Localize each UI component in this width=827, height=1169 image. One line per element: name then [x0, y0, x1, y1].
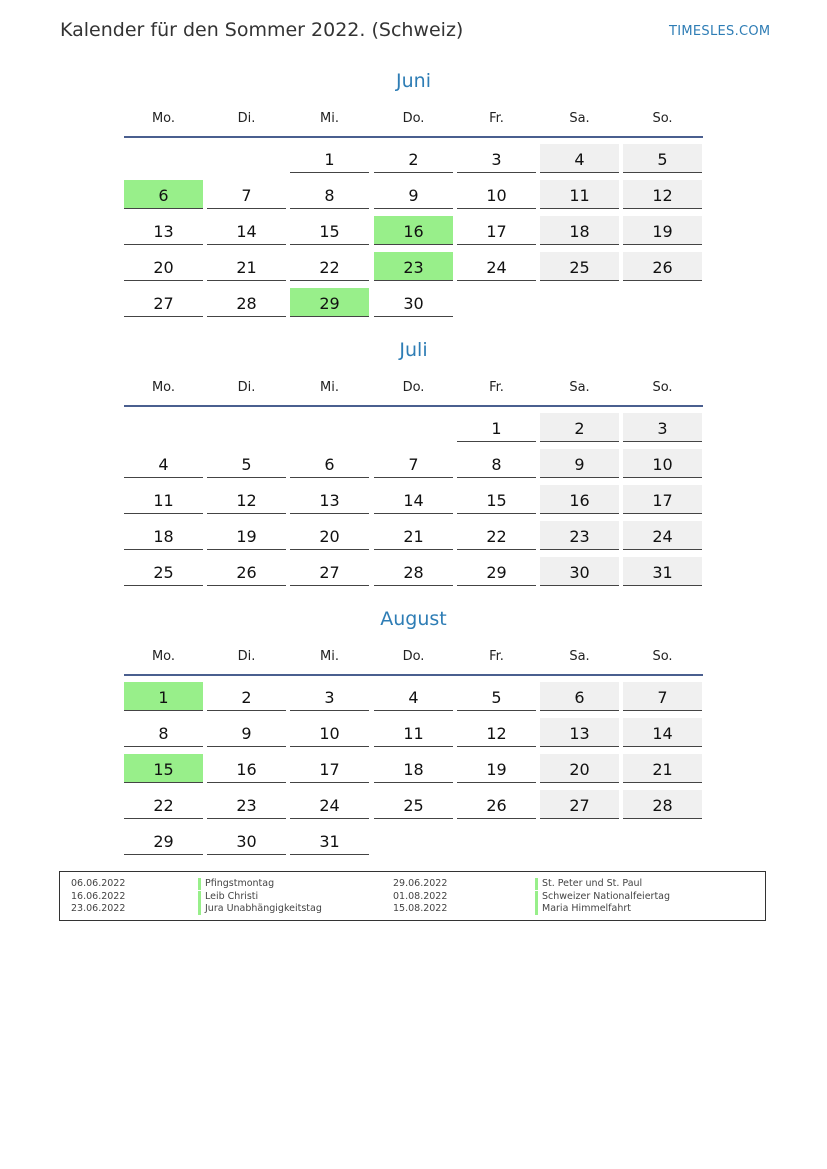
day-cell: 10	[290, 718, 369, 747]
day-cell: 30	[374, 288, 453, 317]
day-cell: 29	[124, 826, 203, 855]
weekday-header: Fr.	[489, 649, 504, 664]
day-cell: 17	[623, 485, 702, 514]
day-cell: 2	[540, 413, 619, 442]
day-cell: 4	[374, 682, 453, 711]
day-cell: 9	[207, 718, 286, 747]
day-cell: 7	[623, 682, 702, 711]
legend-holiday-marker	[535, 878, 538, 890]
day-cell: 29	[457, 557, 536, 586]
legend-holiday-marker	[198, 891, 201, 903]
day-cell: 20	[290, 521, 369, 550]
day-cell: 13	[124, 216, 203, 245]
weekday-header: Fr.	[489, 380, 504, 395]
day-cell: 26	[207, 557, 286, 586]
day-cell: 14	[623, 718, 702, 747]
day-cell: 20	[540, 754, 619, 783]
day-cell: 1	[290, 144, 369, 173]
day-cell: 17	[457, 216, 536, 245]
holiday-day-cell: 6	[124, 180, 203, 209]
legend-date: 01.08.2022	[393, 890, 448, 902]
weekday-header: Di.	[237, 111, 256, 126]
legend-holiday-name: Pfingstmontag	[205, 878, 275, 889]
legend-holiday-marker	[535, 891, 538, 903]
legend-holiday-name: St. Peter und St. Paul	[542, 878, 643, 889]
day-cell: 15	[290, 216, 369, 245]
weekday-header: So.	[652, 111, 673, 126]
day-cell: 11	[374, 718, 453, 747]
day-cell: 22	[124, 790, 203, 819]
weekday-header: Mi.	[320, 380, 339, 395]
day-cell: 21	[207, 252, 286, 281]
day-cell: 22	[290, 252, 369, 281]
day-cell: 12	[623, 180, 702, 209]
day-cell: 7	[207, 180, 286, 209]
legend-date: 23.06.2022	[71, 903, 126, 914]
weekday-header: Fr.	[489, 111, 504, 126]
day-cell: 27	[124, 288, 203, 317]
day-cell: 31	[290, 826, 369, 855]
day-cell: 27	[540, 790, 619, 819]
holiday-day-cell: 1	[124, 682, 203, 711]
day-cell: 28	[623, 790, 702, 819]
legend-date: 06.06.2022	[71, 878, 126, 889]
day-cell: 16	[540, 485, 619, 514]
legend-holiday-name: Schweizer Nationalfeiertag	[542, 890, 671, 902]
day-cell: 15	[457, 485, 536, 514]
day-cell: 19	[457, 754, 536, 783]
day-cell: 18	[124, 521, 203, 550]
day-cell: 3	[290, 682, 369, 711]
month-title: Juli	[399, 339, 428, 361]
month-title: Juni	[396, 70, 431, 92]
day-cell: 23	[207, 790, 286, 819]
day-cell: 2	[207, 682, 286, 711]
day-cell: 23	[540, 521, 619, 550]
day-cell: 24	[623, 521, 702, 550]
header-rule	[124, 674, 703, 676]
day-cell: 21	[623, 754, 702, 783]
day-cell: 6	[540, 682, 619, 711]
legend-date: 15.08.2022	[393, 903, 448, 914]
day-cell: 5	[623, 144, 702, 173]
day-cell: 12	[457, 718, 536, 747]
weekday-header: Mi.	[320, 111, 339, 126]
day-cell: 26	[623, 252, 702, 281]
legend-holiday-marker	[535, 903, 538, 915]
day-cell: 9	[540, 449, 619, 478]
day-cell: 11	[540, 180, 619, 209]
day-cell: 5	[457, 682, 536, 711]
day-cell: 18	[540, 216, 619, 245]
site-link[interactable]: TIMESLES.COM	[669, 24, 771, 39]
weekday-header: Do.	[402, 649, 425, 664]
legend-holiday-name: Leib Christi	[205, 890, 259, 902]
header-rule	[124, 136, 703, 138]
day-cell: 12	[207, 485, 286, 514]
holiday-day-cell: 16	[374, 216, 453, 245]
day-cell: 6	[290, 449, 369, 478]
weekday-header: So.	[652, 380, 673, 395]
day-cell: 7	[374, 449, 453, 478]
weekday-header: Do.	[402, 380, 425, 395]
day-cell: 13	[540, 718, 619, 747]
legend-date: 29.06.2022	[393, 878, 448, 889]
day-cell: 25	[540, 252, 619, 281]
day-cell: 5	[207, 449, 286, 478]
day-cell: 25	[374, 790, 453, 819]
day-cell: 22	[457, 521, 536, 550]
month-title: August	[380, 608, 447, 630]
day-cell: 30	[540, 557, 619, 586]
weekday-header: Sa.	[569, 649, 590, 664]
day-cell: 8	[290, 180, 369, 209]
weekday-header: Di.	[237, 649, 256, 664]
day-cell: 28	[207, 288, 286, 317]
legend-holiday-marker	[198, 878, 201, 890]
page-title: Kalender für den Sommer 2022. (Schweiz)	[60, 19, 464, 41]
header-rule	[124, 405, 703, 407]
day-cell: 16	[207, 754, 286, 783]
day-cell: 28	[374, 557, 453, 586]
weekday-header: Mo.	[151, 111, 176, 126]
weekday-header: Mo.	[151, 380, 176, 395]
day-cell: 24	[457, 252, 536, 281]
day-cell: 2	[374, 144, 453, 173]
day-cell: 20	[124, 252, 203, 281]
legend-holiday-name: Jura Unabhängigkeitstag	[205, 903, 322, 914]
day-cell: 3	[457, 144, 536, 173]
day-cell: 19	[623, 216, 702, 245]
holiday-legend	[59, 871, 766, 921]
day-cell: 18	[374, 754, 453, 783]
day-cell: 14	[207, 216, 286, 245]
holiday-day-cell: 15	[124, 754, 203, 783]
day-cell: 10	[623, 449, 702, 478]
day-cell: 4	[124, 449, 203, 478]
holiday-day-cell: 29	[290, 288, 369, 317]
day-cell: 17	[290, 754, 369, 783]
legend-holiday-marker	[198, 903, 201, 915]
day-cell: 25	[124, 557, 203, 586]
weekday-header: Sa.	[569, 111, 590, 126]
day-cell: 11	[124, 485, 203, 514]
day-cell: 26	[457, 790, 536, 819]
day-cell: 21	[374, 521, 453, 550]
weekday-header: Do.	[402, 111, 425, 126]
weekday-header: Di.	[237, 380, 256, 395]
day-cell: 13	[290, 485, 369, 514]
day-cell: 9	[374, 180, 453, 209]
legend-date: 16.06.2022	[71, 890, 126, 902]
holiday-day-cell: 23	[374, 252, 453, 281]
day-cell: 4	[540, 144, 619, 173]
legend-holiday-name: Maria Himmelfahrt	[542, 903, 631, 914]
weekday-header: Mo.	[151, 649, 176, 664]
day-cell: 8	[124, 718, 203, 747]
day-cell: 8	[457, 449, 536, 478]
weekday-header: Mi.	[320, 649, 339, 664]
day-cell: 1	[457, 413, 536, 442]
weekday-header: So.	[652, 649, 673, 664]
day-cell: 24	[290, 790, 369, 819]
day-cell: 31	[623, 557, 702, 586]
weekday-header: Sa.	[569, 380, 590, 395]
day-cell: 3	[623, 413, 702, 442]
day-cell: 14	[374, 485, 453, 514]
day-cell: 30	[207, 826, 286, 855]
day-cell: 27	[290, 557, 369, 586]
day-cell: 10	[457, 180, 536, 209]
day-cell: 19	[207, 521, 286, 550]
